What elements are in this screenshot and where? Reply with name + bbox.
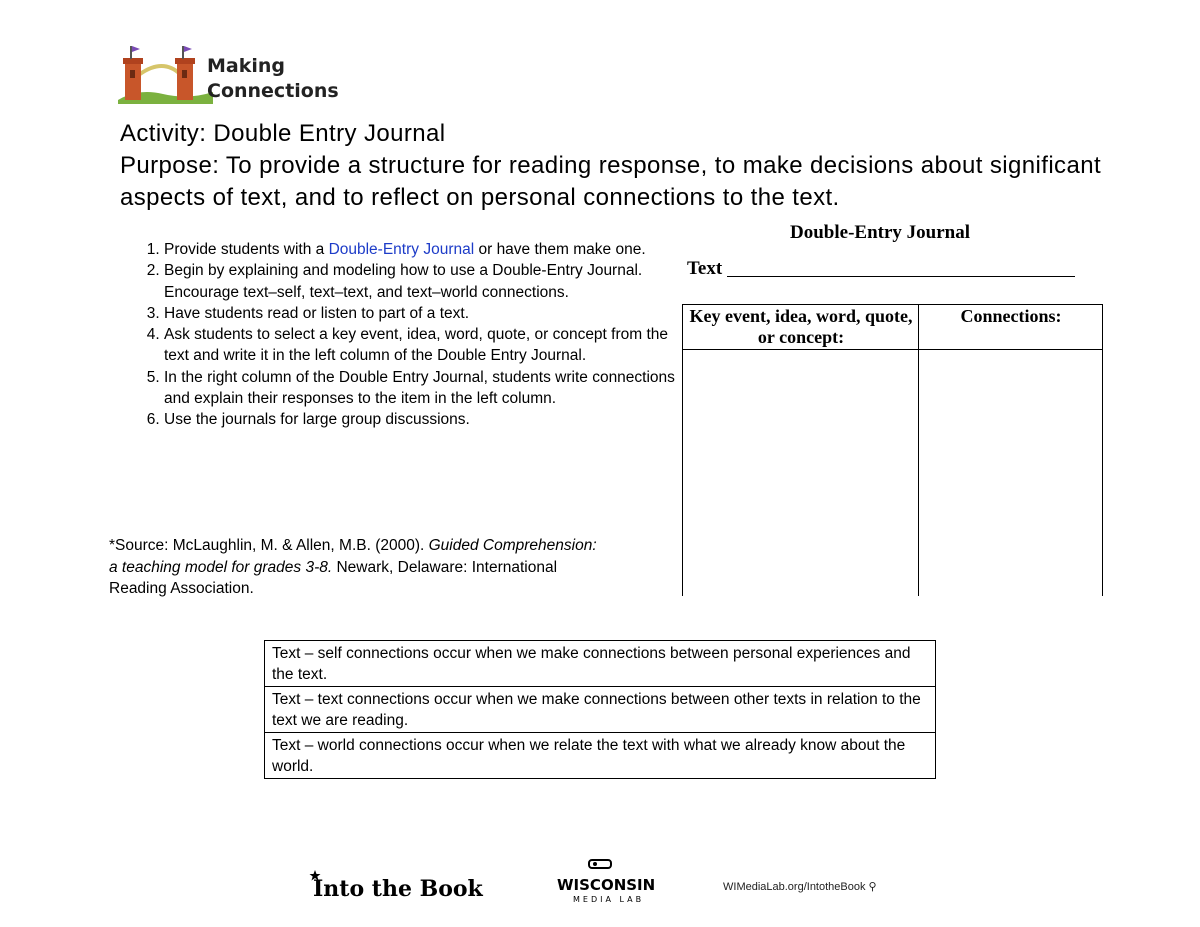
activity-header xyxy=(120,118,1120,214)
into-the-book-wordmark: Into the Book xyxy=(313,876,483,902)
definition-text-text: Text – text connections occur when we make connections between other texts in relation to the text we are reading. xyxy=(265,687,935,733)
castle-bridge-icon xyxy=(118,44,213,104)
journal-header-divider xyxy=(682,349,1103,350)
list-item: 3. Have students read or listen to part of a text. xyxy=(164,303,689,324)
list-item: 5. In the right column of the Double Entry Journal, students write connections and explain their responses to the item in the left column. xyxy=(164,367,689,410)
logo-line-2: Connections xyxy=(207,80,339,102)
definition-text-self: Text – self connections occur when we make connections between personal experiences and the text. xyxy=(265,641,935,687)
instruction-steps xyxy=(136,239,689,431)
into-the-book-logo xyxy=(310,868,483,904)
journal-column-divider xyxy=(918,304,919,596)
journal-column-connections: Connections: xyxy=(960,306,1062,326)
citation-title: Guided Comprehension: a teaching model for grades 3-8. xyxy=(109,537,597,576)
media-lab-wordmark: MEDIA LAB xyxy=(573,895,645,904)
footer-url-text[interactable]: WIMediaLab.org/IntotheBook xyxy=(723,881,866,893)
activity-title: Activity: Double Entry Journal xyxy=(120,120,446,147)
citation-text: *Source: McLaughlin, M. & Allen, M.B. (2000). xyxy=(109,537,429,554)
into-the-book-icon xyxy=(310,868,483,904)
definition-text-world: Text – world connections occur when we relate the text with what we already know about the world. xyxy=(272,737,906,775)
list-item xyxy=(164,239,689,260)
list-item: 6. Use the journals for large group discussions. xyxy=(164,409,689,430)
connection-definitions-table xyxy=(264,640,936,779)
media-lab-icon xyxy=(555,858,656,904)
purpose-statement: Purpose: To provide a structure for reading response, to make decisions about significant aspects of text, and to reflect on personal connections to the text. xyxy=(120,152,1102,211)
source-citation xyxy=(109,535,609,600)
logo-line-1: Making xyxy=(207,55,286,77)
journal-title: Double-Entry Journal xyxy=(790,222,970,243)
citation-publisher: Newark, Delaware: International Reading Association. xyxy=(109,558,558,597)
wisconsin-wordmark: WISCONSIN xyxy=(557,876,656,894)
journal-text-label: Text xyxy=(687,258,723,279)
list-item: 2. Begin by explaining and modeling how to use a Double-Entry Journal. Encourage text–self, text–text, and text–world connections. xyxy=(164,260,689,303)
footer-url[interactable] xyxy=(723,880,877,893)
step-text: or have them make one. xyxy=(474,241,646,258)
list-item: 4. Ask students to select a key event, idea, word, quote, or concept from the text and write it in the left column of the Double Entry Journal. xyxy=(164,324,689,367)
wisconsin-media-lab-logo xyxy=(555,858,656,904)
logo-wordmark xyxy=(207,54,339,104)
media-lab-small-icon: ⚲ xyxy=(868,881,877,893)
double-entry-journal-link[interactable]: Double-Entry Journal xyxy=(328,241,475,258)
journal-text-line xyxy=(727,276,1075,277)
journal-column-key-event: Key event, idea, word, quote, or concept: xyxy=(689,306,913,347)
step-text: Provide students with a xyxy=(164,241,329,258)
